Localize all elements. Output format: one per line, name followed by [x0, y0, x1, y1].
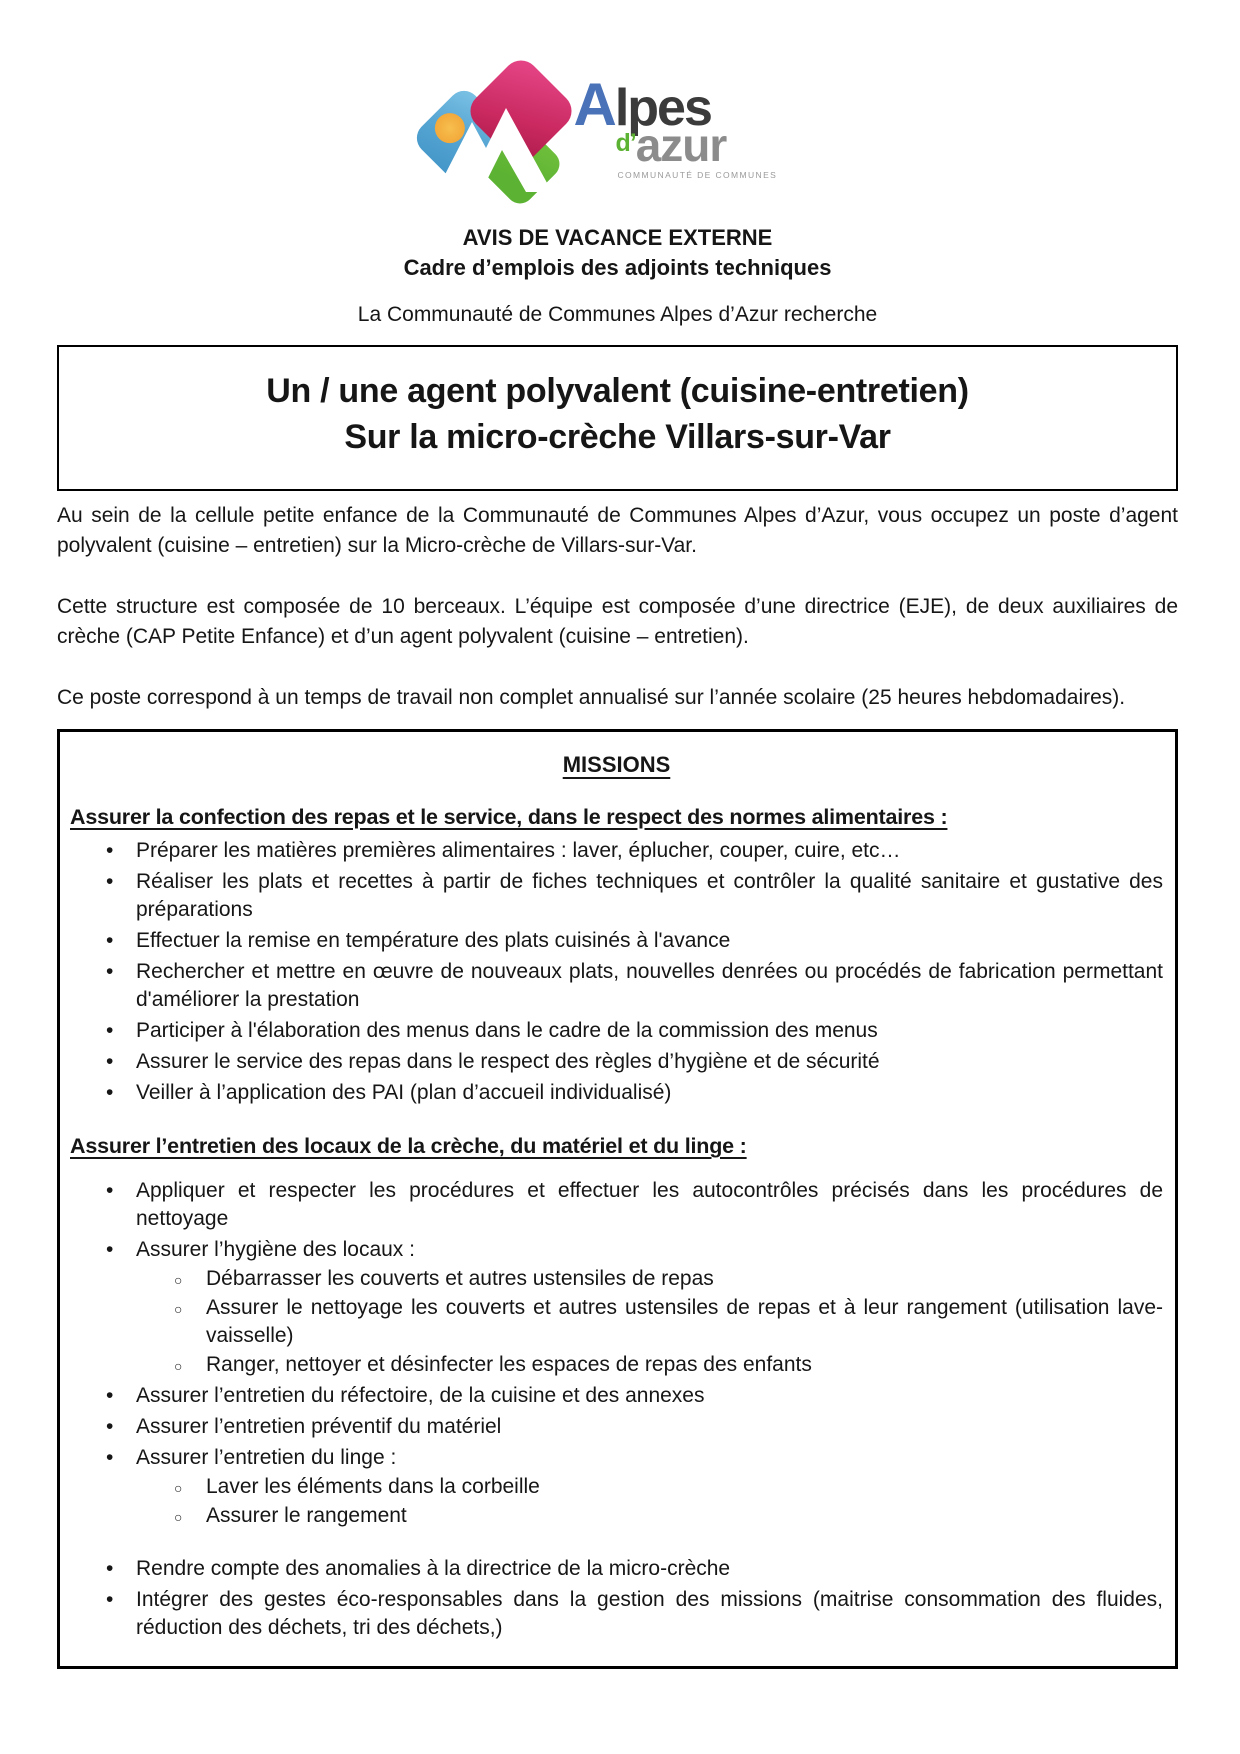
- missions-title: MISSIONS: [562, 751, 671, 777]
- logo-word-azur: azur: [635, 119, 727, 172]
- alpes-azur-logo: [422, 68, 778, 198]
- recruiting-line: La Communauté de Communes Alpes d’Azur recherche: [357, 303, 878, 326]
- mission-item: [70, 1382, 1163, 1410]
- mission-item-text: Participer à l'élaboration des menus dans le cadre de la commission des menus: [136, 1018, 878, 1042]
- job-title-line2: Sur la micro-crèche Villars-sur-Var: [344, 417, 891, 456]
- mission-item: [70, 1555, 1163, 1583]
- missions-box: [57, 729, 1178, 1669]
- mission-item-text: Rendre compte des anomalies à la directrice de la micro-crèche: [136, 1556, 731, 1580]
- intro-paragraph: Au sein de la cellule petite enfance de la Communauté de Communes Alpes d’Azur, vous occupez un poste d’agent polyvalent (cuisine – entretien) sur la Micro-crèche de Villars-sur-Var.: [57, 503, 1178, 557]
- mission-item-text: Assurer le service des repas dans le respect des règles d’hygiène et de sécurité: [136, 1049, 880, 1073]
- mission-item-text: Effectuer la remise en température des plats cuisinés à l'avance: [136, 928, 731, 952]
- white-mountain-icon: [432, 106, 560, 192]
- mission-sub-bullet-list: [136, 1265, 1163, 1379]
- mission-section: [70, 802, 1163, 1107]
- mission-item-text: Veiller à l’application des PAI (plan d’accueil individualisé): [136, 1080, 672, 1104]
- mission-sub-bullet-list: [136, 1473, 1163, 1530]
- mission-item-text: Assurer l’entretien du réfectoire, de la cuisine et des annexes: [136, 1383, 705, 1407]
- notice-heading-line1: AVIS DE VACANCE EXTERNE: [462, 225, 773, 250]
- mission-item-text: Assurer l’hygiène des locaux :: [136, 1237, 415, 1261]
- mission-item: [70, 1079, 1163, 1107]
- missions-sections: [70, 802, 1163, 1642]
- mission-item: [70, 1586, 1163, 1642]
- logo-letter-a: A: [573, 71, 615, 138]
- mission-item-text: Réaliser les plats et recettes à partir de fiches techniques et contrôler la qualité sanitaire et gustative des préparations: [136, 869, 1163, 921]
- intro-paragraphs: [57, 501, 1178, 713]
- logo-letters-lpes: lpes: [614, 79, 711, 137]
- mission-item-text: Rechercher et mettre en œuvre de nouveaux plats, nouvelles denrées ou procédés de fabrication permettant d'améliorer la prestation: [136, 959, 1163, 1011]
- mission-item: [70, 1413, 1163, 1441]
- mission-bullet-list: [70, 837, 1163, 1107]
- mission-section-heading: Assurer l’entretien des locaux de la crèche, du matériel et du linge :: [70, 1133, 747, 1158]
- mission-bullet-list: [70, 1177, 1163, 1642]
- mission-subitem: ○ Assurer le nettoyage les couverts et autres ustensiles de repas et à leur rangement (utilisation lave-vaisselle): [136, 1294, 1163, 1350]
- job-title-box: [57, 345, 1178, 491]
- mission-section: [70, 1131, 1163, 1642]
- mission-item: [70, 958, 1163, 1014]
- mission-item: [70, 1236, 1163, 1379]
- notice-heading-line2: Cadre d’emplois des adjoints techniques: [403, 254, 832, 280]
- mission-item-text: Assurer l’entretien du linge :: [136, 1445, 397, 1469]
- intro-paragraph: Cette structure est composée de 10 berceaux. L’équipe est composée d’une directrice (EJE), de deux auxiliaires de crèche (CAP Petite Enfance) et d’un agent polyvalent (cuisine – entretien).: [57, 594, 1178, 648]
- mission-item-text: Préparer les matières premières alimentaires : laver, éplucher, couper, cuire, etc…: [136, 838, 901, 862]
- mission-item-text: Intégrer des gestes éco-responsables dans la gestion des missions (maitrise consommation des fluides, réduction des déchets, tri des déchets,): [136, 1587, 1163, 1639]
- logo-container: [0, 0, 1178, 198]
- mission-item: [70, 927, 1163, 955]
- mission-subitem: ○ Laver les éléments dans la corbeille: [136, 1473, 1163, 1501]
- mountain-diamonds-icon: [422, 68, 577, 198]
- mission-subitem: ○ Assurer le rangement: [136, 1502, 1163, 1530]
- mission-item: [70, 868, 1163, 924]
- logo-tagline: COMMUNAUTÉ DE COMMUNES: [617, 169, 778, 180]
- mission-section-heading: Assurer la confection des repas et le service, dans le respect des normes alimentaires :: [70, 804, 948, 829]
- mission-item: [70, 1048, 1163, 1076]
- mission-subitem: ○ Ranger, nettoyer et désinfecter les espaces de repas des enfants: [136, 1351, 1163, 1379]
- mission-subitem: ○ Débarrasser les couverts et autres ustensiles de repas: [136, 1265, 1163, 1293]
- mission-item: [70, 837, 1163, 865]
- job-title-line1: Un / une agent polyvalent (cuisine-entretien): [266, 372, 969, 410]
- logo-wordmark: [573, 71, 778, 180]
- mission-item: [70, 1444, 1163, 1530]
- intro-paragraph: Ce poste correspond à un temps de travail non complet annualisé sur l’année scolaire (25 heures hebdomadaires).: [57, 685, 1126, 709]
- mission-item-text: Appliquer et respecter les procédures et effectuer les autocontrôles précisés dans les procédures de nettoyage: [136, 1178, 1163, 1230]
- logo-d-prefix: d’: [615, 129, 636, 158]
- mission-item-text: Assurer l’entretien préventif du matériel: [136, 1414, 502, 1438]
- mission-item: [70, 1177, 1163, 1233]
- mission-item: [70, 1017, 1163, 1045]
